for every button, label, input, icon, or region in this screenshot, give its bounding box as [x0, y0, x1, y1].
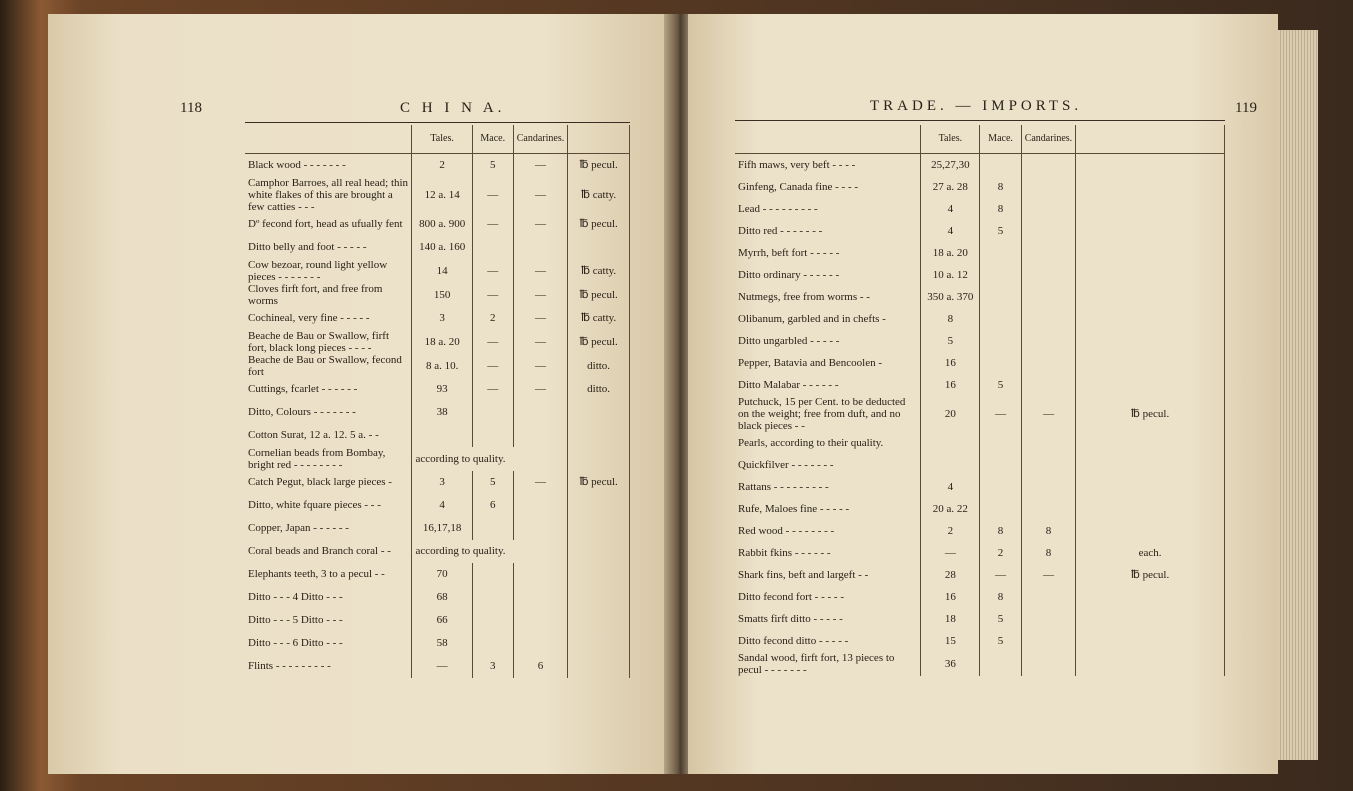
mace-value: 5 [472, 471, 513, 494]
mace-value [980, 652, 1021, 676]
mace-value: 8 [980, 586, 1021, 608]
candarines-value [513, 586, 568, 609]
unit-value [1076, 608, 1225, 630]
commodity-name: Ditto - - - 5 Ditto - - - [248, 614, 343, 626]
unit-value [1076, 242, 1225, 264]
unit-value [568, 236, 630, 259]
table-row [735, 286, 1225, 308]
table-row [245, 609, 630, 632]
table-row [735, 308, 1225, 330]
mace-value: 3 [472, 655, 513, 678]
mace-value: 8 [980, 520, 1021, 542]
unit-value: ℔ pecul. [568, 154, 630, 177]
table-row [245, 177, 630, 213]
commodity-name: Putchuck, 15 per Cent. to be deducted on the weight; free from duft, and no black pieces - - [738, 396, 906, 432]
table-row [245, 494, 630, 517]
right-head-rule [735, 120, 1225, 121]
tales-value: 70 [412, 563, 472, 586]
commodity-name: Red wood - - - - - - - - [738, 525, 835, 537]
quality-note: according to quality. [412, 540, 568, 563]
table-row [245, 586, 630, 609]
candarines-value [513, 424, 568, 447]
table-row [735, 608, 1225, 630]
candarines-value: — [513, 354, 568, 378]
commodity-name: Ditto fecond ditto - - - - - [738, 635, 849, 647]
mace-value [472, 236, 513, 259]
mace-value: 5 [980, 630, 1021, 652]
table-row [245, 213, 630, 236]
tales-value: 8 [921, 308, 980, 330]
commodity-name: Quickfilver - - - - - - - [738, 459, 834, 471]
commodity-name: Sandal wood, firft fort, 13 pieces to pecul - - - - - - - [738, 652, 895, 676]
mace-value: — [472, 259, 513, 283]
commodity-name: Ditto, white fquare pieces - - - [248, 499, 381, 511]
tales-header: Tales. [921, 125, 980, 154]
tales-value: 5 [921, 330, 980, 352]
candarines-value [513, 494, 568, 517]
candarines-value [1021, 432, 1076, 454]
tales-value: 4 [921, 476, 980, 498]
mace-value: 8 [980, 176, 1021, 198]
unit-value: ℔ catty. [568, 177, 630, 213]
table-row [735, 264, 1225, 286]
right-page-number: 119 [1235, 100, 1257, 116]
candarines-value [1021, 476, 1076, 498]
mace-value: — [472, 213, 513, 236]
mace-value [472, 609, 513, 632]
unit-value [1076, 154, 1225, 177]
commodity-name: Nutmegs, free from worms - - [738, 291, 870, 303]
commodity-name: Black wood - - - - - - - [248, 159, 346, 172]
tales-value: 8 a. 10. [412, 354, 472, 378]
mace-value [980, 242, 1021, 264]
commodity-name: Camphor Barroes, all real head; thin white flakes of this are brought a few catties - - - [248, 176, 409, 213]
tales-value: 20 a. 22 [921, 498, 980, 520]
commodity-name: Rufe, Maloes fine - - - - - [738, 503, 850, 515]
table-row [735, 374, 1225, 396]
unit-value [1076, 630, 1225, 652]
unit-value: each. [1076, 542, 1225, 564]
candarines-value [513, 236, 568, 259]
unit-value: ℔ catty. [568, 307, 630, 330]
left-table-header [245, 125, 630, 154]
candarines-value [513, 632, 568, 655]
commodity-name: Pearls, according to their quality. [738, 437, 884, 449]
unit-value [1076, 286, 1225, 308]
candarines-value: 8 [1021, 542, 1076, 564]
candarines-value: — [513, 213, 568, 236]
commodity-name: Beache de Bau or Swallow, fecond fort [248, 353, 402, 378]
right-running-head: TRADE. — IMPORTS. [870, 98, 1083, 114]
tales-value: 16 [921, 374, 980, 396]
commodity-name: Olibanum, garbled and in chefts - [738, 313, 886, 325]
commodity-name: Ditto - - - 6 Ditto - - - [248, 637, 343, 649]
tales-value: 3 [412, 307, 472, 330]
commodity-name: Ditto belly and foot - - - - - [248, 241, 367, 253]
mace-value: — [472, 283, 513, 307]
tales-value: 28 [921, 564, 980, 586]
mace-value: 5 [980, 608, 1021, 630]
mace-value [980, 454, 1021, 476]
mace-value [980, 352, 1021, 374]
commodity-name: Cochineal, very fine - - - - - [248, 312, 370, 324]
commodity-name: Ditto ungarbled - - - - - [738, 335, 840, 347]
candarines-value [1021, 374, 1076, 396]
unit-value [568, 632, 630, 655]
unit-value [1076, 198, 1225, 220]
unit-value: ditto. [568, 378, 630, 401]
candarines-value: — [1021, 396, 1076, 432]
table-row [735, 242, 1225, 264]
table-row [245, 540, 630, 563]
tales-value: 4 [921, 220, 980, 242]
table-row [735, 432, 1225, 454]
mace-value [980, 432, 1021, 454]
commodity-name: Myrrh, beft fort - - - - - [738, 247, 840, 259]
table-row [245, 401, 630, 424]
unit-value [568, 586, 630, 609]
commodity-name: Fifh maws, very beft - - - - [738, 159, 856, 171]
mace-value [472, 586, 513, 609]
tales-value: 140 a. 160 [412, 236, 472, 259]
unit-value [1076, 652, 1225, 676]
tales-value: — [921, 542, 980, 564]
mace-value: 2 [980, 542, 1021, 564]
tales-value: 10 a. 12 [921, 264, 980, 286]
candarines-value [1021, 330, 1076, 352]
mace-value: — [980, 564, 1021, 586]
mace-value [980, 264, 1021, 286]
table-row [735, 520, 1225, 542]
table-row [735, 176, 1225, 198]
candarines-value [1021, 630, 1076, 652]
unit-value [1076, 374, 1225, 396]
candarines-value: — [513, 259, 568, 283]
table-row [735, 630, 1225, 652]
commodity-name: Catch Pegut, black large pieces - [248, 476, 392, 488]
table-row [735, 652, 1225, 676]
table-row [735, 586, 1225, 608]
candarines-value: — [513, 378, 568, 401]
mace-value: 5 [980, 374, 1021, 396]
table-row [735, 454, 1225, 476]
table-row [245, 632, 630, 655]
tales-value: 38 [412, 401, 472, 424]
mace-value [980, 308, 1021, 330]
unit-value: ℔ pecul. [1076, 564, 1225, 586]
mace-value: — [980, 396, 1021, 432]
mace-value: 2 [472, 307, 513, 330]
candarines-value: — [513, 154, 568, 177]
candarines-value: — [513, 307, 568, 330]
tales-value [412, 424, 472, 447]
candarines-value [1021, 242, 1076, 264]
quality-note: according to quality. [412, 447, 568, 471]
tales-value: 4 [921, 198, 980, 220]
table-row [245, 378, 630, 401]
unit-value: ℔ pecul. [568, 213, 630, 236]
unit-value [568, 563, 630, 586]
right-imports-table [735, 125, 1225, 676]
unit-value [1076, 220, 1225, 242]
table-row [245, 283, 630, 307]
table-row [735, 498, 1225, 520]
left-head-rule [245, 122, 630, 123]
tales-value: 2 [921, 520, 980, 542]
mace-value: 5 [980, 220, 1021, 242]
unit-value [1076, 432, 1225, 454]
unit-value [1076, 498, 1225, 520]
table-row [245, 154, 630, 177]
unit-value [1076, 308, 1225, 330]
candarines-value [513, 517, 568, 540]
mace-value [980, 154, 1021, 177]
mace-value: 5 [472, 154, 513, 177]
left-running-head: C H I N A. [400, 100, 506, 116]
commodity-name: Ditto Malabar - - - - - - [738, 379, 839, 391]
commodity-name: Elephants teeth, 3 to a pecul - - [248, 568, 385, 580]
tales-value: 12 a. 14 [412, 177, 472, 213]
tales-value: 14 [412, 259, 472, 283]
mace-value [980, 330, 1021, 352]
commodity-name: Shark fins, beft and largeft - - [738, 569, 869, 581]
unit-value [1076, 586, 1225, 608]
commodity-name: Smatts firft ditto - - - - - [738, 613, 843, 625]
mace-value [472, 632, 513, 655]
mace-header: Mace. [472, 125, 513, 154]
unit-value: ℔ pecul. [568, 471, 630, 494]
table-row [735, 564, 1225, 586]
candarines-value [1021, 454, 1076, 476]
mace-value: 8 [980, 198, 1021, 220]
unit-value: ℔ pecul. [568, 330, 630, 354]
unit-value [568, 655, 630, 678]
candarines-value [1021, 154, 1076, 177]
tales-value: 93 [412, 378, 472, 401]
candarines-value: — [513, 471, 568, 494]
commodity-name: Ditto ordinary - - - - - - [738, 269, 840, 281]
candarines-value [1021, 176, 1076, 198]
commodity-name: Ginfeng, Canada fine - - - - [738, 181, 859, 193]
table-row [245, 447, 630, 471]
table-row [245, 563, 630, 586]
candarines-value: — [513, 330, 568, 354]
candarines-value: — [1021, 564, 1076, 586]
tales-value: 16,17,18 [412, 517, 472, 540]
mace-value [472, 517, 513, 540]
candarines-value: — [513, 177, 568, 213]
tales-value: 18 a. 20 [412, 330, 472, 354]
candarines-value: — [513, 283, 568, 307]
commodity-name: Ditto - - - 4 Ditto - - - [248, 591, 343, 603]
commodity-name: Lead - - - - - - - - - [738, 203, 818, 215]
tales-value: 68 [412, 586, 472, 609]
candarines-value [1021, 498, 1076, 520]
commodity-name: Rattans - - - - - - - - - [738, 481, 829, 493]
mace-value [472, 424, 513, 447]
tales-value: 800 a. 900 [412, 213, 472, 236]
mace-value [980, 476, 1021, 498]
tales-value: 66 [412, 609, 472, 632]
unit-value: ditto. [568, 354, 630, 378]
commodity-name: Cornelian beads from Bombay, bright red - - - - - - - - [248, 446, 386, 471]
table-row [735, 330, 1225, 352]
commodity-name: Beache de Bau or Swallow, firft fort, black long pieces - - - - [248, 329, 390, 354]
commodity-name: Ditto fecond fort - - - - - [738, 591, 844, 603]
tales-value: 36 [921, 652, 980, 676]
unit-value [568, 517, 630, 540]
tales-value: 20 [921, 396, 980, 432]
unit-value [1076, 520, 1225, 542]
table-row [245, 307, 630, 330]
commodity-name: Ditto, Colours - - - - - - - [248, 406, 356, 418]
candarines-value: 6 [513, 655, 568, 678]
candarines-value: 8 [1021, 520, 1076, 542]
tales-value: 58 [412, 632, 472, 655]
commodity-name: Cotton Surat, 12 a. 12. 5 a. - - [248, 429, 379, 441]
commodity-name: Dº fecond fort, head as ufually fent [248, 218, 403, 230]
tales-value: 27 a. 28 [921, 176, 980, 198]
candarines-value [1021, 352, 1076, 374]
unit-value [568, 609, 630, 632]
candarines-value [1021, 586, 1076, 608]
tales-value [921, 454, 980, 476]
tales-value: 25,27,30 [921, 154, 980, 177]
tales-header: Tales. [412, 125, 472, 154]
commodity-name: Rabbit fkins - - - - - - [738, 547, 831, 559]
commodity-name: Coral beads and Branch coral - - [248, 545, 391, 557]
commodity-name: Cuttings, fcarlet - - - - - - [248, 383, 358, 395]
tales-value: — [412, 655, 472, 678]
unit-value [1076, 352, 1225, 374]
candarines-value [513, 401, 568, 424]
unit-value: ℔ pecul. [568, 283, 630, 307]
tales-value: 350 a. 370 [921, 286, 980, 308]
tales-value: 150 [412, 283, 472, 307]
mace-value [980, 286, 1021, 308]
candarines-value [1021, 608, 1076, 630]
tales-value: 18 [921, 608, 980, 630]
commodity-name: Copper, Japan - - - - - - [248, 522, 349, 534]
tales-value: 15 [921, 630, 980, 652]
mace-value: — [472, 354, 513, 378]
table-row [245, 236, 630, 259]
commodity-name: Ditto red - - - - - - - [738, 225, 823, 237]
mace-value: 6 [472, 494, 513, 517]
unit-value [1076, 330, 1225, 352]
unit-value [1076, 454, 1225, 476]
unit-value [568, 424, 630, 447]
unit-value [1076, 176, 1225, 198]
right-table-header [735, 125, 1225, 154]
mace-value: — [472, 330, 513, 354]
mace-value: — [472, 378, 513, 401]
tales-value: 2 [412, 154, 472, 177]
table-row [245, 259, 630, 283]
table-row [735, 396, 1225, 432]
mace-header: Mace. [980, 125, 1021, 154]
table-row [245, 354, 630, 378]
table-row [245, 330, 630, 354]
table-row [245, 424, 630, 447]
table-row [735, 352, 1225, 374]
candarines-value [513, 609, 568, 632]
candarines-value [1021, 652, 1076, 676]
mace-value: — [472, 177, 513, 213]
table-row [245, 517, 630, 540]
table-row [735, 198, 1225, 220]
unit-value [568, 494, 630, 517]
candarines-header: Candarines. [513, 125, 568, 154]
candarines-header: Candarines. [1021, 125, 1076, 154]
mace-value [472, 401, 513, 424]
unit-value: ℔ catty. [568, 259, 630, 283]
tales-value: 4 [412, 494, 472, 517]
candarines-value [513, 563, 568, 586]
left-page-number: 118 [180, 100, 202, 116]
commodity-name: Flints - - - - - - - - - [248, 660, 331, 672]
candarines-value [1021, 286, 1076, 308]
tales-value: 18 a. 20 [921, 242, 980, 264]
commodity-name: Cow bezoar, round light yellow pieces - - - - - - - [248, 258, 388, 283]
unit-value [1076, 476, 1225, 498]
left-imports-table [245, 125, 630, 678]
table-row [735, 154, 1225, 177]
unit-value [1076, 264, 1225, 286]
unit-value [568, 401, 630, 424]
table-row [735, 476, 1225, 498]
candarines-value [1021, 308, 1076, 330]
candarines-value [1021, 220, 1076, 242]
page-edges [1278, 30, 1318, 760]
commodity-name: Pepper, Batavia and Bencoolen - [738, 357, 883, 369]
candarines-value [1021, 198, 1076, 220]
tales-value: 16 [921, 352, 980, 374]
unit-value: ℔ pecul. [1076, 396, 1225, 432]
mace-value [980, 498, 1021, 520]
mace-value [472, 563, 513, 586]
table-row [245, 471, 630, 494]
tales-value: 16 [921, 586, 980, 608]
commodity-name: Cloves firft fort, and free from worms [248, 282, 383, 307]
tales-value [921, 432, 980, 454]
table-row [735, 220, 1225, 242]
table-row [735, 542, 1225, 564]
table-row [245, 655, 630, 678]
candarines-value [1021, 264, 1076, 286]
tales-value: 3 [412, 471, 472, 494]
